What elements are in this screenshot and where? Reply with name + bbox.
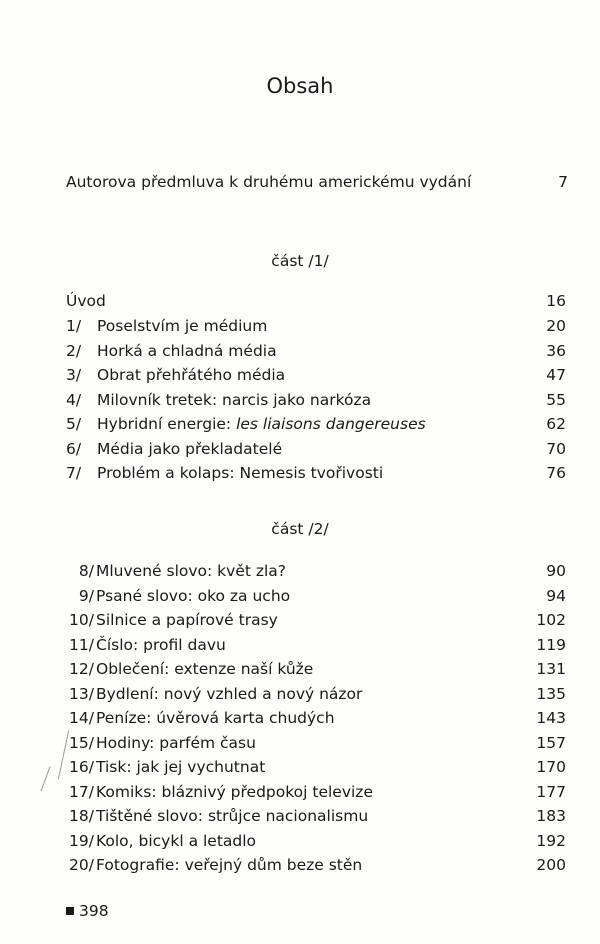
entry-page: 62 bbox=[546, 415, 566, 433]
entry-number: 4/ bbox=[66, 390, 82, 409]
entry-page: 177 bbox=[536, 782, 566, 801]
toc-entry bbox=[66, 731, 566, 755]
entry-number: 3/ bbox=[66, 366, 82, 384]
toc-entry bbox=[66, 755, 566, 779]
entry-page: 200 bbox=[536, 856, 566, 874]
entry-title bbox=[97, 363, 285, 387]
entry-title-text: Horká a chladná média bbox=[97, 341, 277, 360]
toc-entry bbox=[66, 804, 566, 828]
intro-text: Úvod bbox=[66, 292, 106, 310]
entry-number: 10/ bbox=[69, 611, 94, 629]
entry-page: 119 bbox=[536, 635, 566, 654]
entry-number: 13/ bbox=[69, 684, 94, 703]
entry-number: 15/ bbox=[69, 733, 94, 752]
entry-title: Hodiny: parfém času bbox=[96, 733, 256, 752]
entry-title: Silnice a papírové trasy bbox=[96, 611, 278, 629]
entry-number: 7/ bbox=[66, 464, 82, 482]
entry-page: 183 bbox=[536, 807, 566, 825]
toc-entry bbox=[66, 339, 566, 363]
entry-page: 36 bbox=[546, 341, 566, 360]
entry-title bbox=[97, 437, 282, 461]
entry-title bbox=[97, 412, 426, 436]
pen-mark bbox=[41, 767, 51, 792]
entry-title: Komiks: bláznivý předpokoj televize bbox=[96, 782, 373, 801]
entry-page: 76 bbox=[546, 464, 566, 482]
entry-page: 143 bbox=[536, 709, 566, 727]
footer bbox=[66, 902, 109, 920]
toc-entry bbox=[66, 608, 566, 632]
entry-title: Tisk: jak jej vychutnat bbox=[96, 758, 266, 776]
entry-number: 2/ bbox=[66, 341, 82, 360]
toc-entry bbox=[66, 314, 566, 338]
intro-entry bbox=[66, 289, 566, 313]
entry-title bbox=[97, 314, 267, 338]
entry-title bbox=[97, 339, 277, 363]
entry-title-text: Problém a kolaps: Nemesis tvořivosti bbox=[97, 464, 384, 482]
entry-number: 12/ bbox=[69, 660, 94, 678]
entry-page: 131 bbox=[536, 660, 566, 678]
entry-page: 157 bbox=[536, 733, 566, 752]
entry-number: 17/ bbox=[69, 782, 94, 801]
toc-entry bbox=[66, 657, 566, 681]
toc-entry bbox=[66, 412, 566, 436]
entry-number: 5/ bbox=[66, 415, 82, 433]
entry-page: 20 bbox=[546, 317, 566, 335]
entry-number: 8/ bbox=[78, 562, 94, 580]
foreword-text: Autorova předmluva k druhému americkému vydání bbox=[66, 173, 472, 191]
entry-title: Mluvené slovo: květ zla? bbox=[96, 562, 287, 580]
bullet-square-icon bbox=[66, 907, 74, 915]
entry-number: 16/ bbox=[69, 758, 94, 776]
entry-page: 70 bbox=[546, 439, 566, 458]
toc-entry bbox=[66, 461, 566, 485]
entry-title: Oblečení: extenze naší kůže bbox=[96, 660, 314, 678]
part2-heading: část /2/ bbox=[271, 520, 329, 538]
entry-title bbox=[97, 461, 383, 485]
entry-title: Tištěné slovo: strůjce nacionalismu bbox=[96, 807, 369, 825]
toc-entry bbox=[66, 633, 566, 657]
entry-title-text: Poselstvím je médium bbox=[97, 317, 268, 335]
entry-number: 20/ bbox=[69, 856, 94, 874]
entry-page: 170 bbox=[536, 758, 566, 776]
entry-title: Peníze: úvěrová karta chudých bbox=[96, 709, 335, 727]
entry-title: Bydlení: nový vzhled a nový názor bbox=[96, 684, 363, 703]
page-title: Obsah bbox=[266, 74, 334, 98]
entry-page: 192 bbox=[536, 831, 566, 850]
toc-entry bbox=[66, 682, 566, 706]
part1-heading: část /1/ bbox=[271, 252, 329, 270]
entry-title-text: Obrat přehřátého média bbox=[97, 366, 286, 384]
toc-entry bbox=[66, 584, 566, 608]
entry-title-text: Hybridní energie: bbox=[97, 415, 237, 433]
entry-number: 19/ bbox=[69, 831, 94, 850]
entry-title: Číslo: profil davu bbox=[96, 635, 226, 654]
toc-entry bbox=[66, 829, 566, 853]
entry-title-text: Milovník tretek: narcis jako narkóza bbox=[97, 390, 372, 409]
entry-title-italic: les liaisons dangereuses bbox=[236, 415, 426, 433]
toc-entry bbox=[66, 706, 566, 730]
entry-page: 90 bbox=[546, 562, 566, 580]
entry-page: 55 bbox=[546, 390, 566, 409]
entry-number: 9/ bbox=[78, 586, 94, 605]
toc-entry bbox=[66, 363, 566, 387]
entry-number: 14/ bbox=[69, 709, 94, 727]
entry-page: 102 bbox=[536, 611, 566, 629]
toc-entry bbox=[66, 780, 566, 804]
toc-entry bbox=[66, 388, 566, 412]
entry-title-text: Média jako překladatelé bbox=[97, 439, 283, 458]
toc-entry bbox=[66, 853, 566, 877]
intro-page: 16 bbox=[546, 292, 566, 310]
entry-title bbox=[97, 388, 371, 412]
entry-title: Fotografie: veřejný dům beze stěn bbox=[96, 856, 363, 874]
entry-number: 11/ bbox=[69, 635, 94, 654]
entry-number: 6/ bbox=[66, 439, 82, 458]
entry-page: 47 bbox=[546, 366, 566, 384]
toc-entry bbox=[66, 437, 566, 461]
footer-page-number: 398 bbox=[79, 902, 109, 920]
entry-number: 18/ bbox=[69, 807, 94, 825]
entry-page: 135 bbox=[536, 684, 566, 703]
foreword-page: 7 bbox=[558, 173, 568, 191]
foreword-entry bbox=[66, 173, 568, 191]
entry-title: Kolo, bicykl a letadlo bbox=[96, 831, 257, 850]
entry-number: 1/ bbox=[66, 317, 82, 335]
entry-page: 94 bbox=[546, 586, 566, 605]
entry-title: Psané slovo: oko za ucho bbox=[96, 586, 291, 605]
toc-entry bbox=[66, 559, 566, 583]
